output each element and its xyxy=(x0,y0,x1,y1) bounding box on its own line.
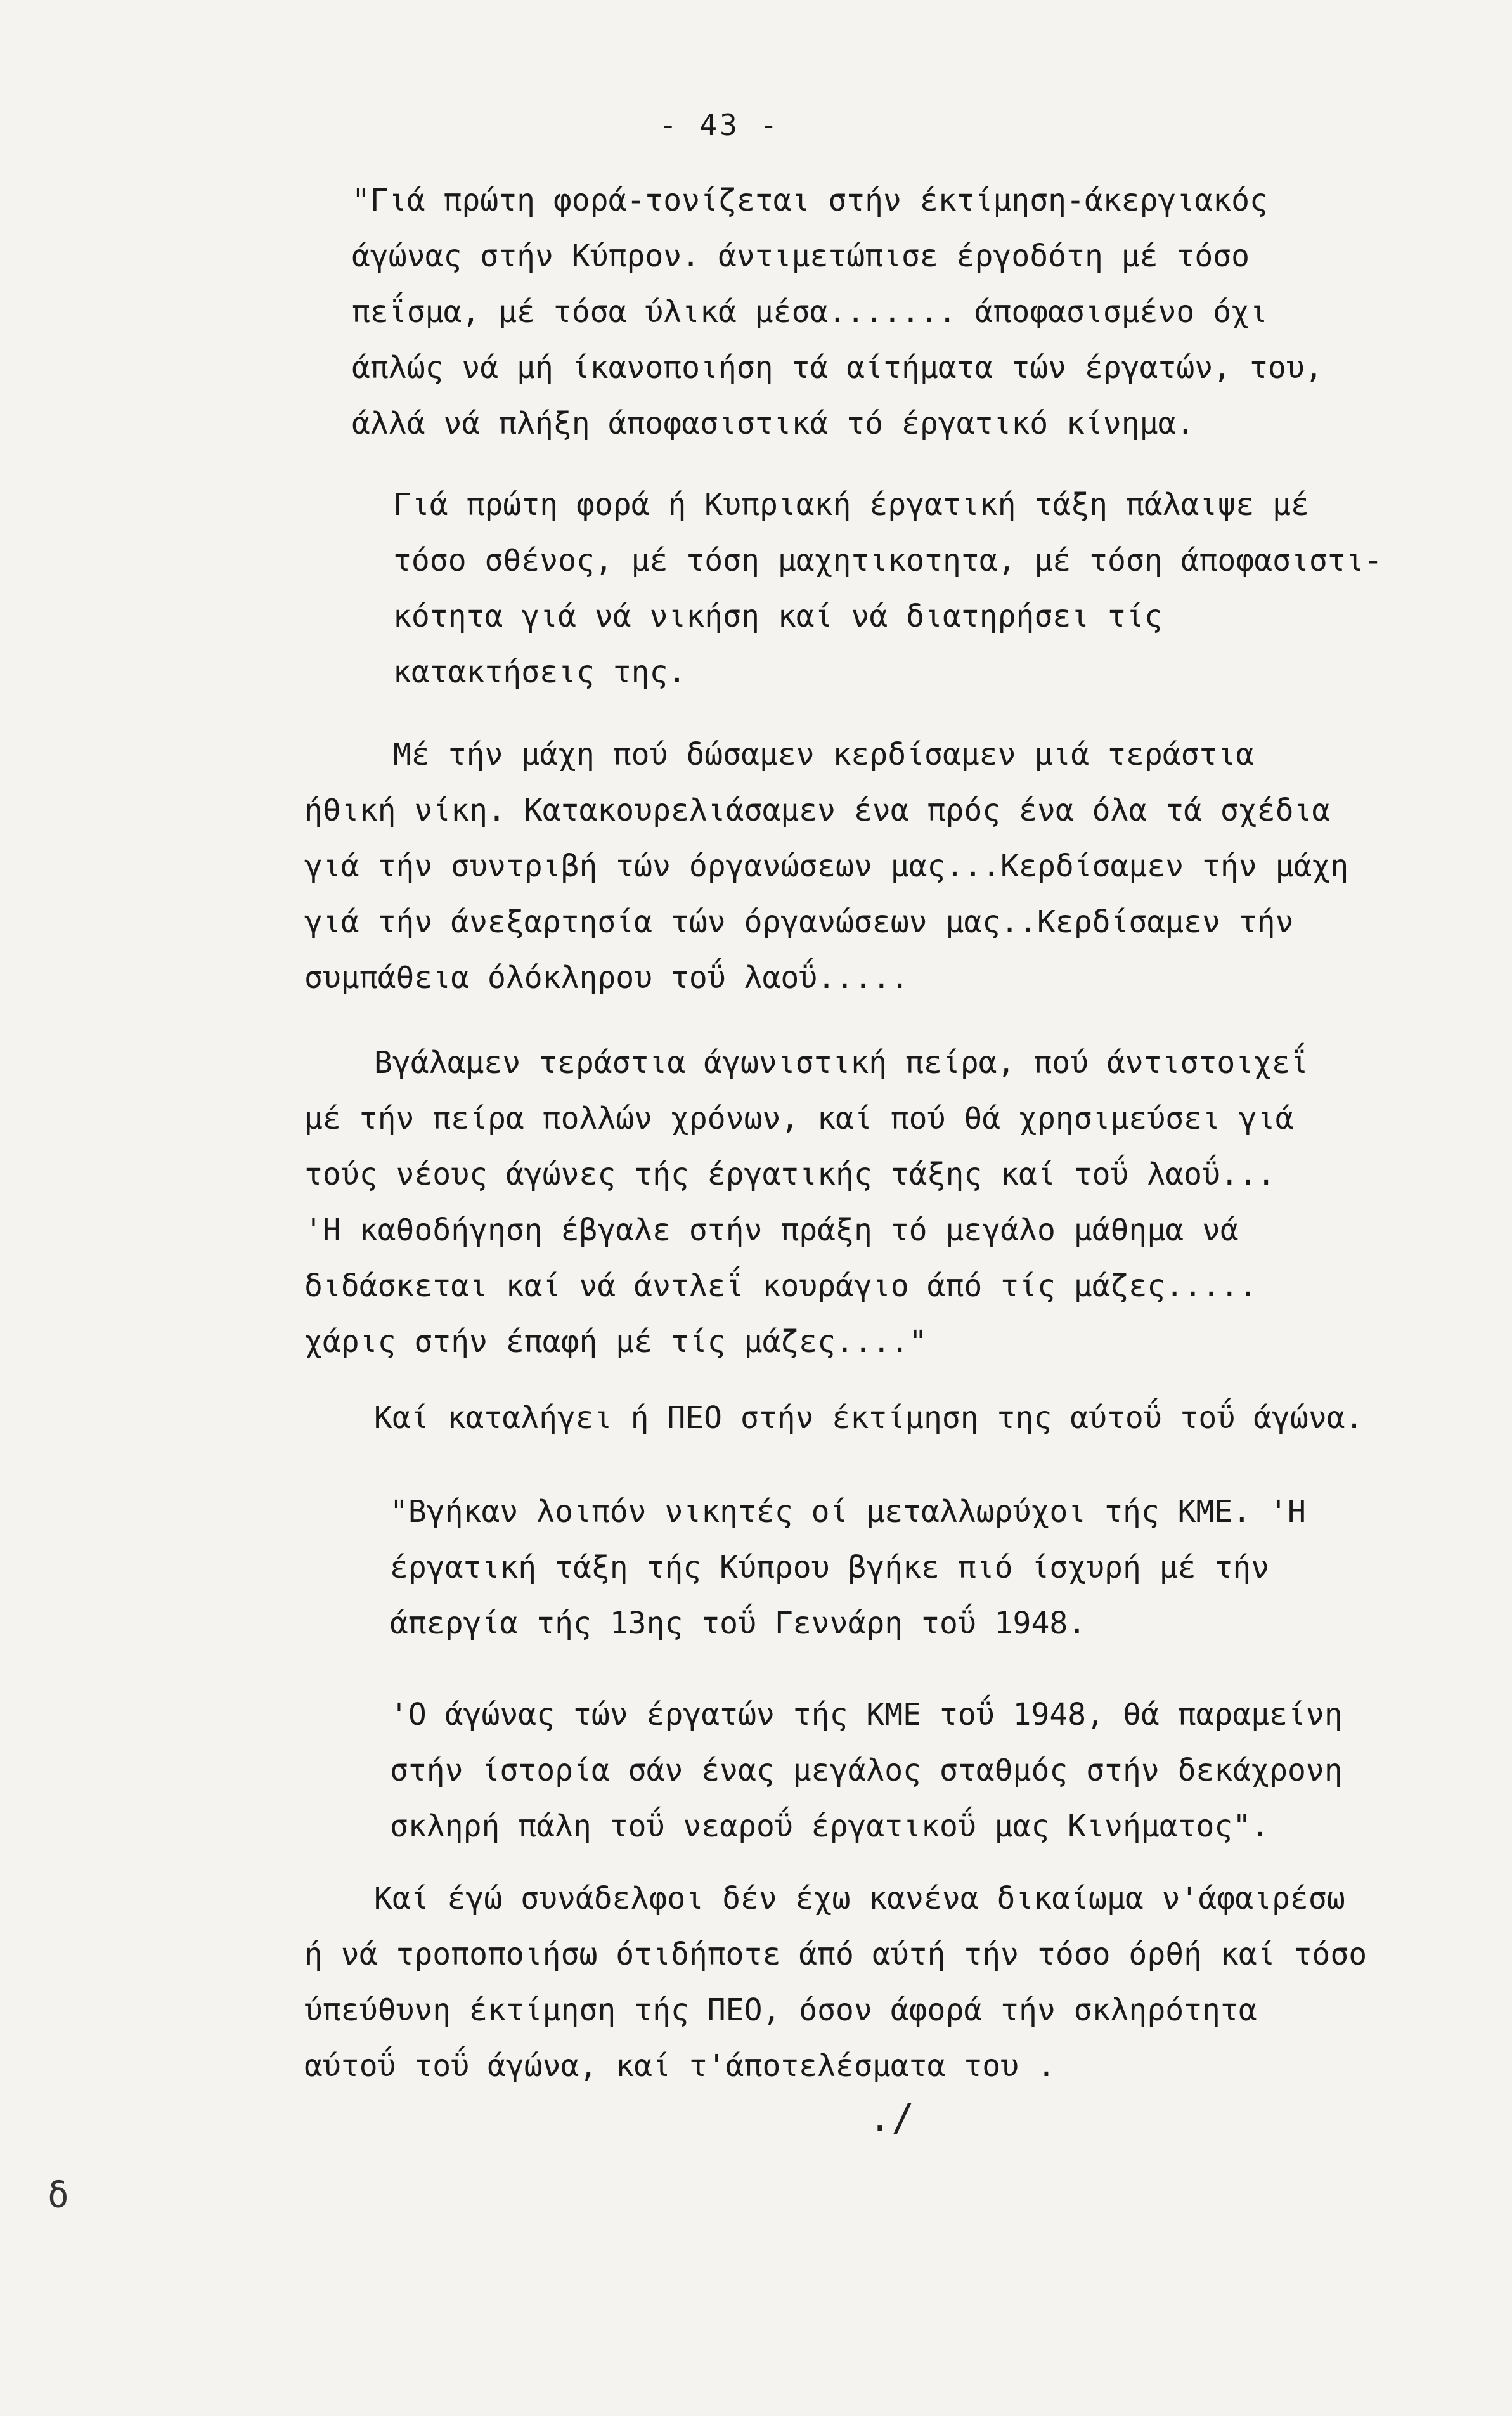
text-line: αύτοΰ τοΰ άγώνα, καί τ'άποτελέσματα του . xyxy=(304,2048,1056,2084)
text-line: άπεργία τής 13ης τοΰ Γεννάρη τοΰ 1948. xyxy=(390,1606,1087,1641)
text-line: γιά τήν άνεξαρτησία τών όργανώσεων μας..Κερδίσαμεν τήν xyxy=(304,904,1294,940)
text-line: ήθική νίκη. Κατακουρελιάσαμεν ένα πρός ένα όλα τά σχέδια xyxy=(304,793,1331,828)
page-number: - 43 - xyxy=(659,108,780,142)
text-line: χάρις στήν έπαφή μέ τίς μάζες...." xyxy=(304,1324,927,1360)
paragraph-5 xyxy=(374,1390,1364,1446)
text-line: γιά τήν συντριβή τών όργανώσεων μας...Κερδίσαμεν τήν μάχη xyxy=(304,848,1349,884)
text-line: έργατική τάξη τής Κύπρου βγήκε πιό ίσχυρή μέ τήν xyxy=(390,1550,1270,1585)
text-line: διδάσκεται καί νά άντλεΐ κουράγιο άπό τίς μάζες..... xyxy=(304,1268,1257,1304)
margin-annotation: δ xyxy=(48,2175,69,2216)
text-line: Καί καταλήγει ή ΠΕΟ στήν έκτίμηση της αύτοΰ τοΰ άγώνα. xyxy=(374,1400,1364,1436)
text-line: άλλά νά πλήξη άποφασιστικά τό έργατικό κίνημα. xyxy=(352,406,1195,441)
text-line: Βγάλαμεν τεράστια άγωνιστική πείρα, πού άντιστοιχεΐ xyxy=(374,1045,1308,1081)
quote-paragraph-1 xyxy=(390,1484,1306,1651)
text-line: στήν ίστορία σάν ένας μεγάλος σταθμός στήν δεκάχρονη xyxy=(390,1753,1343,1788)
text-line: "Γιά πρώτη φορά-τονίζεται στήν έκτίμηση-άκεργιακός xyxy=(352,183,1268,218)
text-line: άπλώς νά μή ίκανοποιήση τά αίτήματα τών έργατών, του, xyxy=(352,350,1323,386)
paragraph-4 xyxy=(304,1035,1308,1370)
text-line: 'Ο άγώνας τών έργατών τής ΚΜΕ τοΰ 1948, θά παραμείνη xyxy=(390,1697,1343,1732)
paragraph-1 xyxy=(352,172,1323,451)
paragraph-closing xyxy=(304,1871,1367,2094)
end-mark: ./ xyxy=(869,2096,915,2140)
paragraph-3 xyxy=(304,727,1348,1006)
text-line: ή νά τροποποιήσω ότιδήποτε άπό αύτή τήν τόσο όρθή καί τόσο xyxy=(304,1937,1367,1972)
text-line: Μέ τήν μάχη πού δώσαμεν κερδίσαμεν μιά τεράστια xyxy=(393,737,1255,772)
text-line: ύπεύθυνη έκτίμηση τής ΠΕΟ, όσον άφορά τήν σκληρότητα xyxy=(304,1992,1257,2028)
text-line: άγώνας στήν Κύπρον. άντιμετώπισε έργοδότη μέ τόσο xyxy=(352,238,1250,274)
text-line: τούς νέους άγώνες τής έργατικής τάξης καί τοΰ λαοΰ... xyxy=(304,1157,1276,1192)
text-line: Γιά πρώτη φορά ή Κυπριακή έργατική τάξη πάλαιψε μέ xyxy=(393,487,1309,523)
text-line: κότητα γιά νά νικήση καί νά διατηρήσει τίς xyxy=(393,599,1163,634)
text-line: τόσο σθένος, μέ τόση μαχητικοτητα, μέ τόση άποφασιστι- xyxy=(393,543,1383,578)
text-line: συμπάθεια όλόκληρου τοΰ λαοΰ..... xyxy=(304,960,909,996)
text-line: Καί έγώ συνάδελφοι δέν έχω κανένα δικαίωμα ν'άφαιρέσω xyxy=(374,1881,1345,1916)
text-line: 'Η καθοδήγηση έβγαλε στήν πράξη τό μεγάλο μάθημα νά xyxy=(304,1212,1239,1248)
text-line: μέ τήν πείρα πολλών χρόνων, καί πού θά χρησιμεύσει γιά xyxy=(304,1101,1294,1136)
text-line: "Βγήκαν λοιπόν νικητές οί μεταλλωρύχοι τής ΚΜΕ. 'Η xyxy=(390,1494,1306,1529)
text-line: κατακτήσεις της. xyxy=(393,654,687,690)
paragraph-2 xyxy=(393,477,1383,700)
text-line: πεΐσμα, μέ τόσα ύλικά μέσα....... άποφασισμένο όχι xyxy=(352,294,1268,330)
text-line: σκληρή πάλη τοΰ νεαροΰ έργατικοΰ μας Κινήματος". xyxy=(390,1809,1270,1844)
quote-paragraph-2 xyxy=(390,1687,1343,1854)
